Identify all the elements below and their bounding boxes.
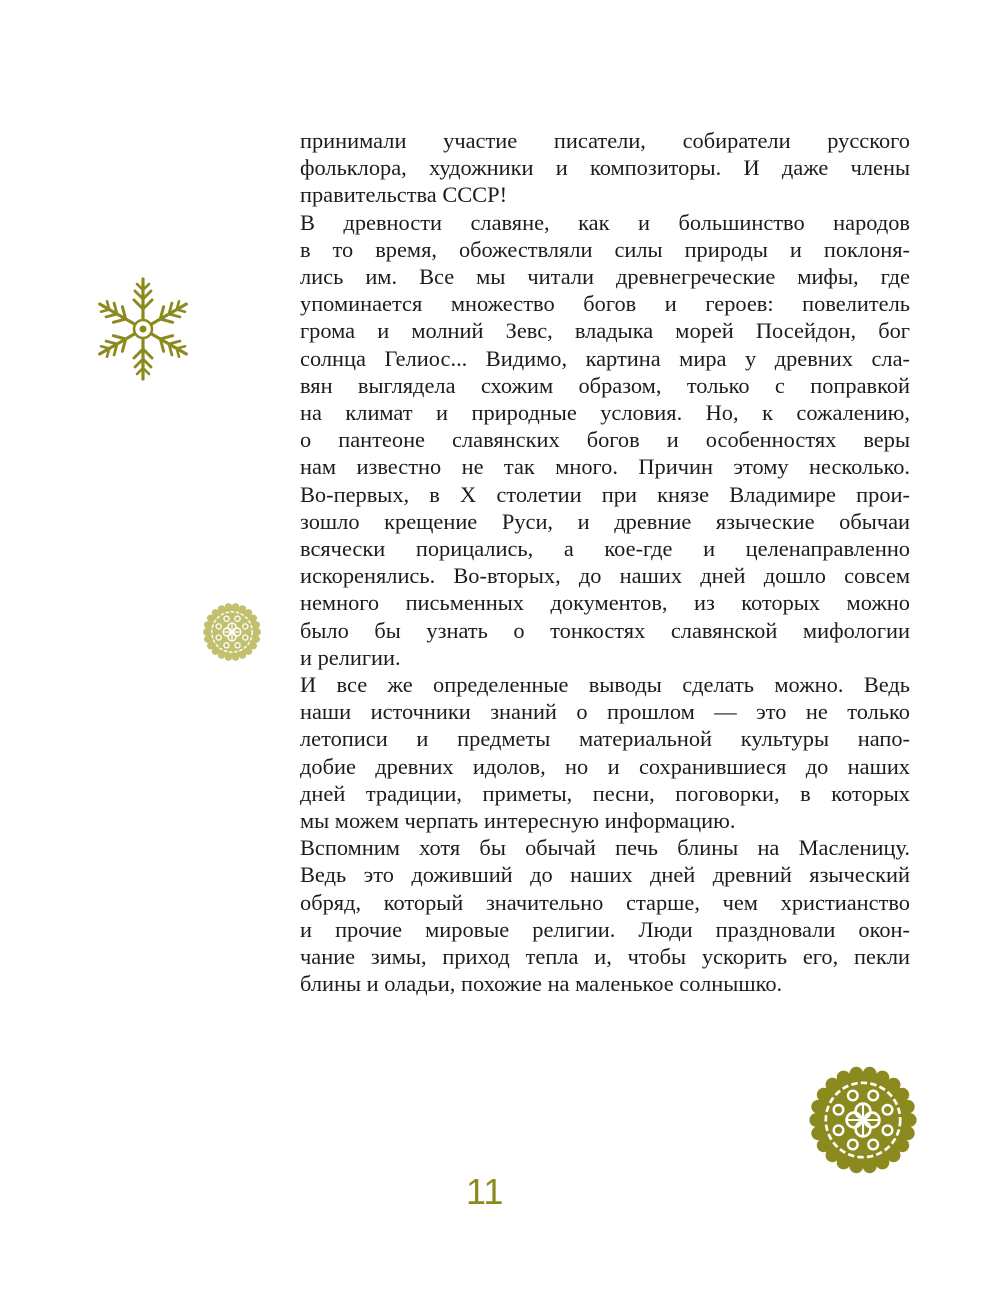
rosette-scallop — [232, 653, 239, 660]
text-line: дней традиции, приметы, песни, поговорки, в которых — [300, 780, 910, 806]
text-line: Вспомним хотя бы обычай печь блины на Масленицу. — [300, 835, 910, 861]
snowflake-arm — [147, 296, 191, 332]
text-line: было бы узнать о тонкостях славянской мифологии — [300, 617, 910, 643]
text-line: наши источники знаний о прошлом — это не только — [300, 699, 910, 725]
snowflake-arm — [147, 326, 191, 362]
rosette-scallop — [253, 635, 260, 642]
snowflake-arm — [134, 279, 152, 319]
rosette-scallop — [239, 605, 246, 612]
text-line: В древности славяне, как и большинство народов — [300, 209, 910, 235]
paragraph — [300, 209, 910, 671]
snowflake-arm — [134, 339, 152, 379]
rosette-ornament-large-icon — [804, 1061, 922, 1179]
rosette-scallop — [817, 1138, 831, 1152]
text-line: и религии. — [300, 644, 401, 670]
rosette-scallop — [849, 1067, 863, 1081]
rosette-scallop — [811, 1126, 825, 1140]
snowflake-icon — [86, 272, 200, 386]
snowflake-center-dot — [140, 326, 147, 333]
text-line: летописи и предметы материальной культуры напо- — [300, 726, 910, 752]
text-line: и прочие мировые религии. Люди праздновали окон- — [300, 916, 910, 942]
rosette-scallop — [225, 653, 232, 660]
rosette-scallop — [212, 609, 219, 616]
rosette-scallop — [253, 621, 260, 628]
text-line: вян выглядела схожим образом, только с поправкой — [300, 372, 910, 398]
text-line: мы можем черпать интересную информацию. — [300, 808, 736, 834]
rosette-scallop — [901, 1100, 915, 1114]
text-line: зошло крещение Руси, и древние языческие обычаи — [300, 508, 910, 534]
text-line: добие древних идолов, но и сохранившиеся до наших — [300, 753, 910, 779]
text-line: о пантеоне славянских богов и особенностях веры — [300, 427, 910, 453]
text-line: Во-первых, в X столетии при князе Владимире прои- — [300, 481, 910, 507]
text-line: принимали участие писатели, собиратели русского — [300, 128, 910, 153]
paragraph — [300, 834, 910, 997]
text-line: солнца Гелиос... Видимо, картина мира у древних сла- — [300, 345, 910, 371]
rosette-scallop — [809, 1113, 823, 1127]
rosette-scallop — [876, 1156, 890, 1170]
text-line: чание зимы, приход тепла и, чтобы ускорить его, пекли — [300, 944, 910, 970]
text-line: на климат и природные условия. Но, к сожалению, — [300, 400, 910, 426]
paragraph — [300, 671, 910, 834]
rosette-scallop — [245, 648, 252, 655]
text-line: всячески порицались, а кое-где и целенаправленно — [300, 536, 910, 562]
text-line: Ведь это доживший до наших дней древний языческий — [300, 862, 910, 888]
rosette-scallop — [218, 605, 225, 612]
text-line: лись им. Все мы читали древнегреческие мифы, где — [300, 264, 910, 290]
rosette-scallop — [232, 603, 239, 610]
rosette-scallop — [837, 1071, 851, 1085]
rosette-scallop — [863, 1067, 877, 1081]
rosette-shape — [809, 1067, 916, 1173]
text-line: грома и молний Зевс, владыка морей Посейдон, бог — [300, 318, 910, 344]
rosette-scallop — [204, 621, 211, 628]
snowflake-arm — [95, 326, 139, 362]
text-line: упоминается множество богов и героев: повелитель — [300, 291, 910, 317]
rosette-scallop — [849, 1159, 863, 1173]
rosette-scallop — [207, 642, 214, 649]
rosette-scallop — [225, 603, 232, 610]
text-line: правительства СССР! — [300, 182, 508, 208]
text-line: в то время, обожествляли силы природы и поклоня- — [300, 236, 910, 262]
rosette-scallop — [239, 651, 246, 658]
text-line: фольклора, художники и композиторы. И даже члены — [300, 155, 910, 181]
rosette-shape — [203, 603, 261, 661]
rosette-scallop — [218, 651, 225, 658]
rosette-scallop — [250, 615, 257, 622]
rosette-scallop — [903, 1113, 917, 1127]
body-text — [300, 127, 910, 998]
rosette-scallop — [203, 628, 210, 635]
text-line: нам известно не так много. Причин этому несколько. — [300, 454, 910, 480]
text-line: искоренялись. Во-вторых, до наших дней дошло совсем — [300, 563, 910, 589]
rosette-scallop — [895, 1088, 909, 1102]
rosette-ornament-small-icon — [200, 600, 264, 664]
text-line: немного письменных документов, из которых можно — [300, 590, 910, 616]
rosette-scallop — [204, 635, 211, 642]
snowflake-arm — [95, 296, 139, 332]
page-number: 11 — [466, 1171, 504, 1212]
text-line: обряд, который значительно старше, чем христианство — [300, 889, 910, 915]
text-line: блины и оладьи, похожие на маленькое солнышко. — [300, 971, 783, 997]
text-line: И все же определенные выводы сделать можно. Ведь — [300, 672, 910, 698]
rosette-scallop — [254, 628, 261, 635]
paragraph — [300, 127, 910, 209]
rosette-scallop — [863, 1159, 877, 1173]
rosette-scallop — [811, 1100, 825, 1114]
rosette-scallop — [901, 1126, 915, 1140]
